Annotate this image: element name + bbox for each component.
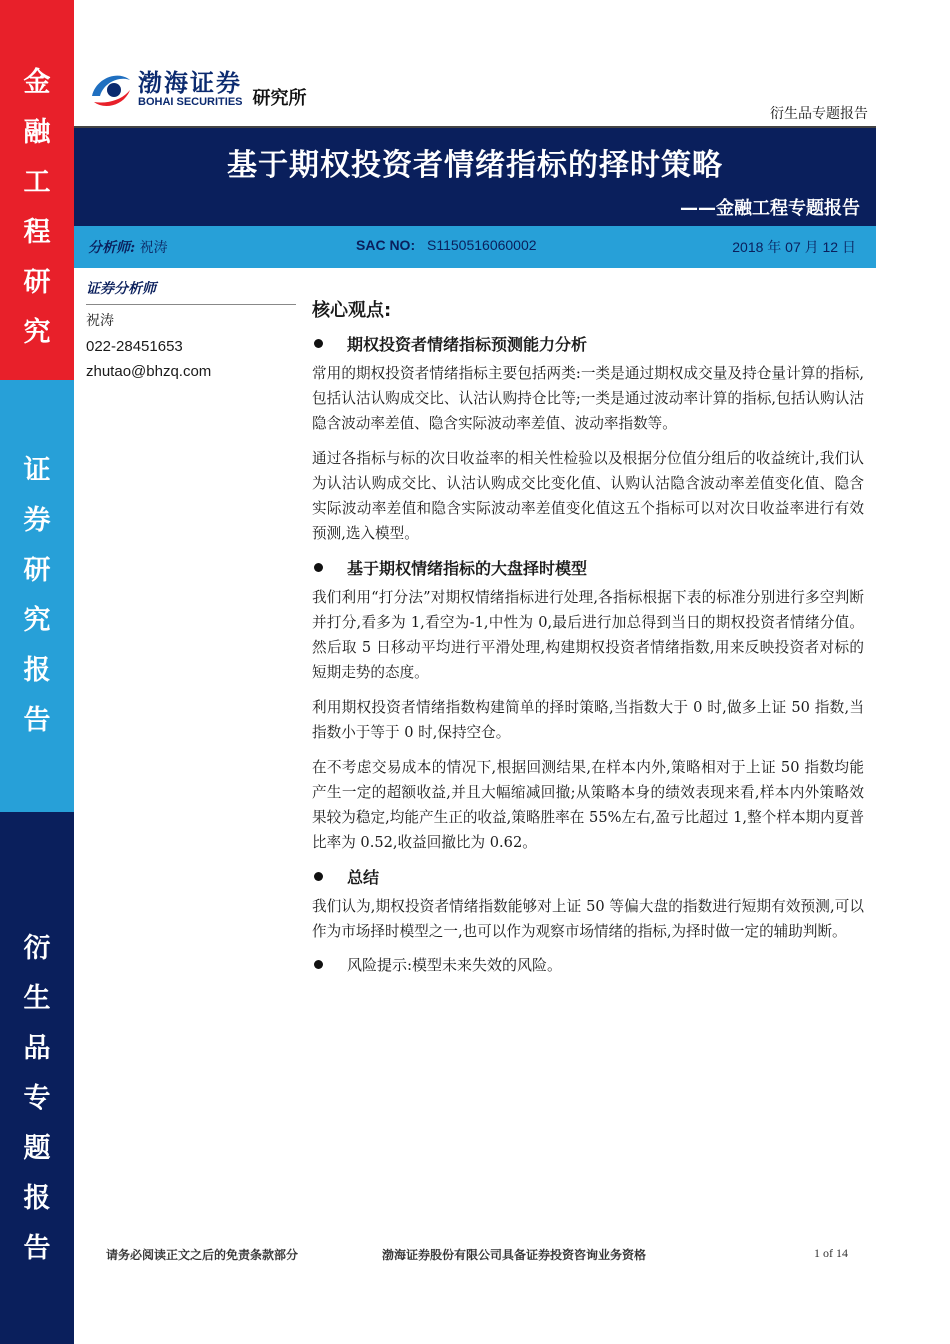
analyst-info bbox=[88, 237, 168, 257]
section-title: 期权投资者情绪指标预测能力分析 bbox=[347, 335, 588, 354]
sidebar-char: 券 bbox=[23, 505, 51, 536]
risk-warning bbox=[312, 954, 864, 975]
sidebar-char: 题 bbox=[23, 1133, 51, 1164]
sac-number: S1150516060002 bbox=[427, 237, 537, 253]
analyst-label: 分析师: bbox=[88, 240, 136, 256]
sac-label: SAC NO: bbox=[356, 237, 416, 253]
analyst-contact-name: 祝涛 bbox=[86, 313, 114, 329]
sidebar-char: 究 bbox=[23, 317, 51, 348]
sidebar-segment-securities-research bbox=[0, 380, 74, 812]
footer-qualification: 渤海证券股份有限公司具备证券投资咨询业务资格 bbox=[382, 1248, 647, 1262]
section-heading bbox=[312, 865, 864, 888]
title-band bbox=[74, 128, 876, 226]
paragraph: 利用期权投资者情绪指数构建简单的择时策略,当指数大于 0 时,做多上证 50 指数,当指数小于等于 0 时,保持空仓。 bbox=[312, 699, 864, 741]
sidebar-segment-financial-engineering bbox=[0, 0, 74, 380]
section-title: 基于期权情绪指标的大盘择时模型 bbox=[347, 559, 588, 578]
paragraph: 常用的期权投资者情绪指标主要包括两类:一类是通过期权成交量及持仓量计算的指标,包括认沽认购成交比、认沽认购持仓比等;一类是通过波动率计算的指标,包括认购认沽隐含波动率差值、隐含实际波动率差值、波动率指数等。 bbox=[312, 365, 864, 432]
section-heading bbox=[312, 332, 864, 355]
sidebar-char: 生 bbox=[23, 983, 51, 1014]
bullet-icon bbox=[314, 339, 323, 348]
analyst-name: 祝涛 bbox=[139, 240, 168, 256]
analyst-contact-header: 证券分析师 bbox=[86, 278, 296, 305]
sidebar-char: 程 bbox=[23, 217, 51, 248]
logo-chinese-name: 渤海证券 bbox=[138, 69, 242, 97]
page-number: 1 of 14 bbox=[814, 1246, 848, 1260]
institute-label: 研究所 bbox=[252, 88, 307, 109]
info-band bbox=[74, 226, 876, 268]
bohai-logo-icon bbox=[88, 66, 134, 112]
bullet-icon bbox=[314, 960, 323, 969]
paragraph: 我们认为,期权投资者情绪指数能够对上证 50 等偏大盘的指数进行短期有效预测,可以作为市场择时模型之一,也可以作为观察市场情绪的指标,为择时做一定的辅助判断。 bbox=[312, 898, 864, 940]
report-date: 2018 年 07 月 12 日 bbox=[732, 239, 856, 255]
sidebar-char: 专 bbox=[23, 1083, 51, 1114]
paragraph: 在不考虑交易成本的情况下,根据回测结果,在样本内外,策略相对于上证 50 指数均能产生一定的超额收益,并且大幅缩减回撤;从策略本身的绩效表现来看,样本内外策略效果较为稳定,均能产生正的收益,策略胜率在 55%左右,盈亏比超过 1,整个样本期内夏普比率为 0.52,收益回撤比为 0.62。 bbox=[312, 759, 864, 851]
bullet-icon bbox=[314, 563, 323, 572]
footer-disclaimer: 请务必阅读正文之后的免责条款部分 bbox=[106, 1248, 299, 1262]
sidebar-char: 报 bbox=[23, 655, 51, 686]
section-title: 总结 bbox=[347, 868, 380, 887]
sidebar-char: 研 bbox=[23, 267, 51, 298]
page-subtitle: ——金融工程专题报告 bbox=[680, 198, 860, 219]
section-heading bbox=[312, 556, 864, 579]
sidebar-char: 工 bbox=[23, 167, 51, 198]
core-views-heading: 核心观点: bbox=[312, 300, 392, 321]
sidebar-char: 衍 bbox=[23, 933, 51, 964]
paragraph: 通过各指标与标的次日收益率的相关性检验以及根据分位值分组后的收益统计,我们认为认沽认购成交比、认沽认购成交比变化值、认购认沽隐含波动率差值变化值、隐含实际波动率差值和隐含实际波动率差值变化值这五个指标可以对次日收益率进行有效预测,选入模型。 bbox=[312, 450, 864, 542]
sidebar-char: 究 bbox=[23, 605, 51, 636]
sidebar-char: 证 bbox=[23, 455, 51, 486]
sidebar-char: 研 bbox=[23, 555, 51, 586]
bullet-icon bbox=[314, 872, 323, 881]
logo-english-name: BOHAI SECURITIES bbox=[138, 96, 243, 108]
analyst-email[interactable]: zhutao@bhzq.com bbox=[86, 363, 212, 380]
sidebar bbox=[0, 0, 74, 1344]
company-logo bbox=[88, 66, 307, 112]
sidebar-char: 融 bbox=[23, 117, 51, 148]
sidebar-char: 金 bbox=[23, 67, 51, 98]
sidebar-char: 品 bbox=[23, 1033, 51, 1064]
report-type: 衍生品专题报告 bbox=[770, 106, 868, 122]
sidebar-char: 告 bbox=[23, 1233, 51, 1264]
risk-text: 风险提示:模型未来失效的风险。 bbox=[347, 956, 563, 974]
sac-info bbox=[356, 237, 537, 253]
sidebar-char: 报 bbox=[23, 1183, 51, 1214]
main-content bbox=[312, 296, 864, 981]
sidebar-char: 告 bbox=[23, 705, 51, 736]
analyst-contact-panel bbox=[86, 278, 296, 384]
page-title: 基于期权投资者情绪指标的择时策略 bbox=[227, 148, 723, 183]
sidebar-segment-derivatives bbox=[0, 812, 74, 1344]
paragraph: 我们利用“打分法”对期权情绪指标进行处理,各指标根据下表的标准分别进行多空判断并打分,看多为 1,看空为-1,中性为 0,最后进行加总得到当日的期权投资者情绪分值。然后取 5 日移动平均进行平滑处理,构建期权投资者情绪指数,用来反映投资者对标的短期走势的态度。 bbox=[312, 589, 864, 681]
analyst-phone: 022-28451653 bbox=[86, 338, 183, 355]
